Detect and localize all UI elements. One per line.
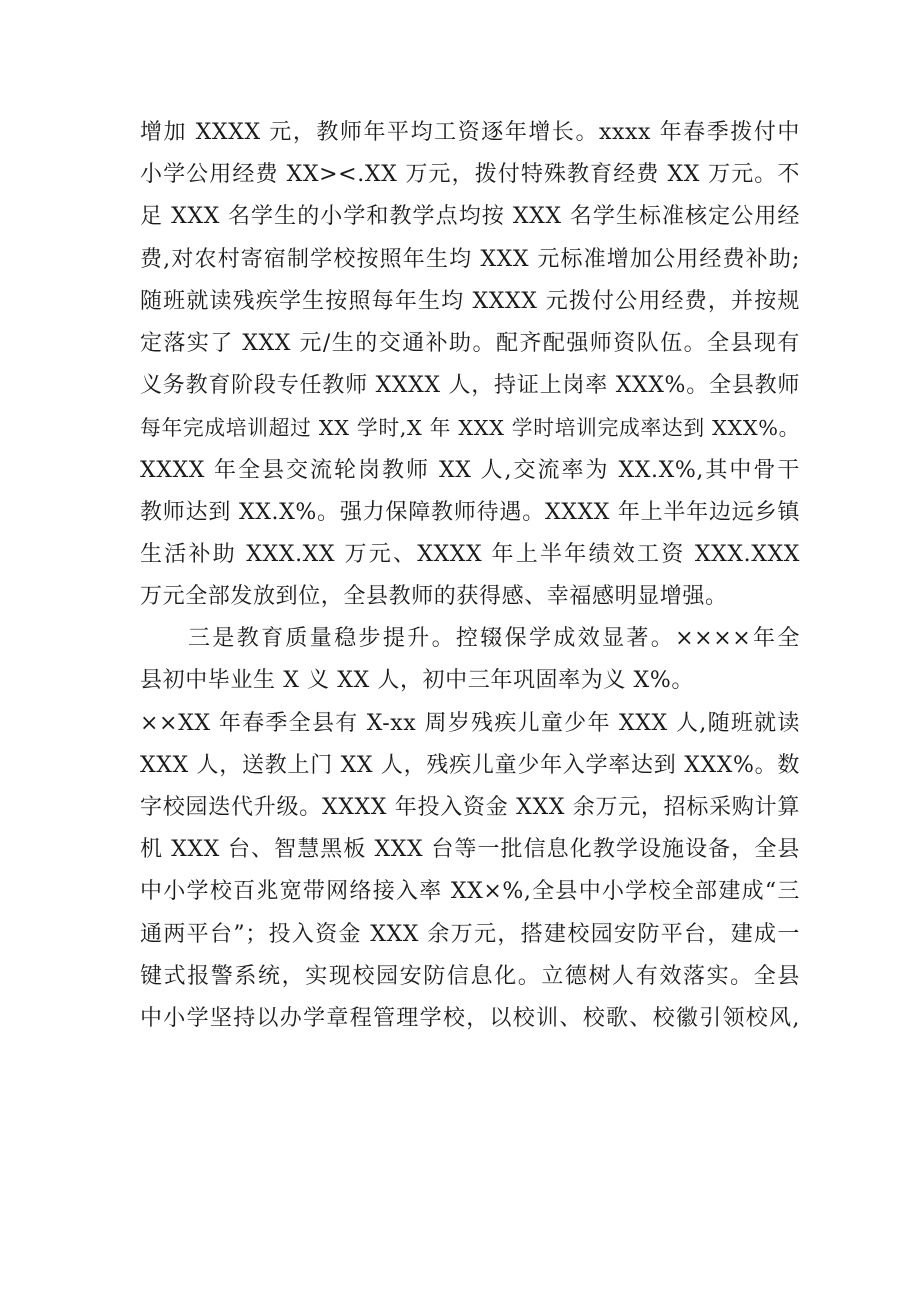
text-line: 键式报警系统，实现校园安防信息化。立德树人有效落实。全县: [140, 963, 800, 989]
text-line-paragraph-end: 县初中毕业生 X 义 XX 人，初中三年巩固率为义 X%。: [140, 668, 694, 694]
text-line: ××XX 年春季全县有 X-xx 周岁残疾儿童少年 XXX 人,随班就读: [140, 710, 800, 736]
text-line: 小学公用经费 XX><.XX 万元，拨付特殊教育经费 XX 万元。不: [140, 162, 800, 188]
text-line-paragraph-start: 三是教育质量稳步提升。控辍保学成效显著。××××年全: [188, 626, 800, 652]
text-line: 增加 XXXX 元，教师年平均工资逐年增长。xxxx 年春季拨付中: [140, 120, 800, 145]
text-line: 机 XXX 台、智慧黑板 XXX 台等一批信息化教学设施设备，全县: [140, 837, 800, 863]
text-line: 中小学坚持以办学章程管理学校，以校训、校歌、校徽引领校风,: [140, 1005, 800, 1031]
text-line: 义务教育阶段专任教师 XXXX 人，持证上岗率 XXX%。全县教师: [140, 373, 800, 399]
body-text: [140, 112, 800, 1040]
text-line: 费,对农村寄宿制学校按照年生均 XXX 元标准增加公用经费补助;: [140, 246, 800, 272]
text-line: 每年完成培训超过 XX 学时,X 年 XXX 学时培训完成率达到 XXX%。: [140, 416, 800, 441]
text-line: 通两平台”；投入资金 XXX 余万元，搭建校园安防平台，建成一: [140, 921, 800, 947]
text-line: 教师达到 XX.X%。强力保障教师待遇。XXXX 年上半年边远乡镇: [140, 499, 800, 525]
text-line: 字校园迭代升级。XXXX 年投入资金 XXX 余万元，招标采购计算: [140, 795, 800, 820]
text-line: XXXX 年全县交流轮岗教师 XX 人,交流率为 XX.X%,其中骨干: [140, 457, 800, 483]
text-line-paragraph-end: 万元全部发放到位，全县教师的获得感、幸福感明显增强。: [140, 584, 728, 610]
text-line: 足 XXX 名学生的小学和教学点均按 XXX 名学生标准核定公用经: [140, 204, 800, 230]
text-line: XXX 人，送教上门 XX 人，残疾儿童少年入学率达到 XXX%。数: [140, 752, 800, 778]
text-line: 生活补助 XXX.XX 万元、XXXX 年上半年绩效工资 XXX.XXX: [140, 541, 800, 567]
text-line: 随班就读残疾学生按照每年生均 XXXX 元拨付公用经费，并按规: [140, 288, 800, 314]
text-line: 中小学校百兆宽带网络接入率 XX×%,全县中小学校全部建成“三: [140, 879, 800, 905]
text-line: 定落实了 XXX 元/生的交通补助。配齐配强师资队伍。全县现有: [140, 330, 800, 356]
